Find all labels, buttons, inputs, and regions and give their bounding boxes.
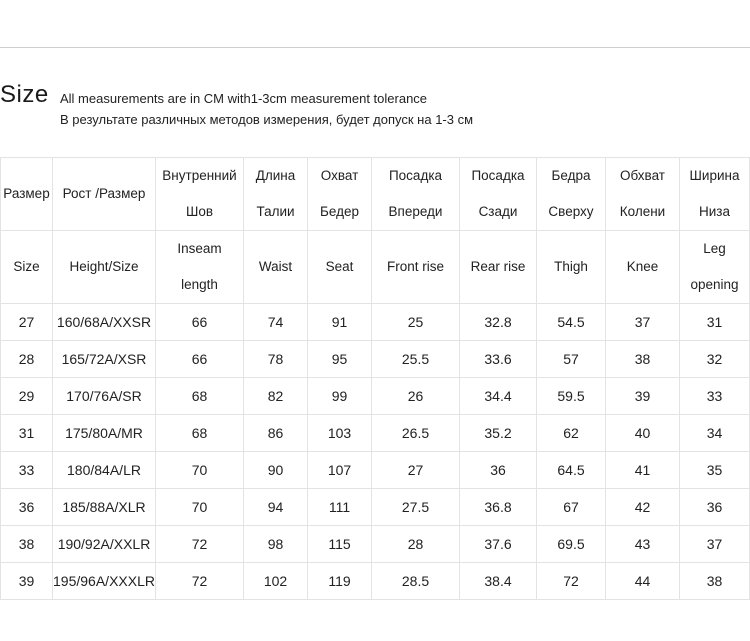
header-cell-text: Низа [699, 204, 730, 219]
tolerance-note-english: All measurements are in CM with1-3cm measurement tolerance [60, 91, 428, 106]
header-cell [537, 231, 606, 304]
header-cell [372, 158, 460, 231]
table-cell: 34.4 [460, 378, 537, 415]
header-cell-text: Height/Size [69, 259, 139, 274]
header-cell [460, 158, 537, 231]
header-cell [53, 231, 156, 304]
header-cell-text: Посадка [471, 168, 525, 183]
table-cell: 40 [606, 415, 680, 452]
table-cell: 99 [308, 378, 372, 415]
header-cell [680, 231, 750, 304]
table-cell: 78 [244, 341, 308, 378]
table-cell: 34 [680, 415, 750, 452]
header-cell [53, 158, 156, 231]
table-cell: 72 [156, 526, 244, 563]
table-cell: 74 [244, 304, 308, 341]
table-cell: 25.5 [372, 341, 460, 378]
table-cell: 35 [680, 452, 750, 489]
table-cell: 36.8 [460, 489, 537, 526]
table-row [1, 415, 750, 452]
table-cell: 28 [1, 341, 53, 378]
table-cell: 66 [156, 304, 244, 341]
table-cell: 68 [156, 415, 244, 452]
table-cell: 62 [537, 415, 606, 452]
header-cell-text: Inseam [177, 241, 222, 256]
tolerance-note-russian: В результате различных методов измерения, будет допуск на 1-3 см [60, 112, 474, 127]
header-cell [606, 158, 680, 231]
table-cell: 36 [680, 489, 750, 526]
header-cell-text: Ширина [689, 168, 740, 183]
table-cell: 86 [244, 415, 308, 452]
table-cell: 94 [244, 489, 308, 526]
table-cell: 70 [156, 452, 244, 489]
table-cell: 98 [244, 526, 308, 563]
header-cell-text: Сверху [548, 204, 594, 219]
table-cell: 33 [1, 452, 53, 489]
header-cell-text: Сзади [478, 204, 518, 219]
header-cell-text: Rear rise [470, 259, 526, 274]
header-cell [156, 158, 244, 231]
table-cell: 42 [606, 489, 680, 526]
table-cell: 103 [308, 415, 372, 452]
table-cell: 68 [156, 378, 244, 415]
header-cell-text: Посадка [388, 168, 443, 183]
table-cell: 25 [372, 304, 460, 341]
header-cell [606, 231, 680, 304]
table-cell: 31 [680, 304, 750, 341]
header-cell-text: Size [13, 259, 40, 274]
header-cell [244, 158, 308, 231]
table-cell: 64.5 [537, 452, 606, 489]
header-cell-text: Впереди [388, 204, 443, 219]
header-row-russian [1, 158, 750, 231]
header-cell-text: opening [690, 277, 739, 292]
header-cell-text: Внутренний [162, 168, 237, 183]
table-cell: 57 [537, 341, 606, 378]
header-row-english [1, 231, 750, 304]
table-row [1, 563, 750, 600]
header-cell-text: Seat [325, 259, 354, 274]
table-cell: 119 [308, 563, 372, 600]
table-cell: 90 [244, 452, 308, 489]
size-chart-table [0, 157, 750, 600]
table-cell: 95 [308, 341, 372, 378]
table-cell: 38 [606, 341, 680, 378]
table-cell: 180/84A/LR [53, 452, 156, 489]
header-cell [537, 158, 606, 231]
header-cell [156, 231, 244, 304]
header-cell [308, 158, 372, 231]
table-cell: 36 [460, 452, 537, 489]
top-divider [0, 47, 750, 48]
table-cell: 38.4 [460, 563, 537, 600]
header-cell-text: Бедер [320, 204, 359, 219]
table-cell: 190/92A/XXLR [53, 526, 156, 563]
table-cell: 195/96A/XXXLR [53, 563, 156, 600]
table-cell: 37.6 [460, 526, 537, 563]
table-cell: 107 [308, 452, 372, 489]
header-cell-text: Талии [256, 204, 295, 219]
table-cell: 29 [1, 378, 53, 415]
table-cell: 82 [244, 378, 308, 415]
table-cell: 69.5 [537, 526, 606, 563]
header-cell-text: Leg [703, 241, 726, 256]
table-row [1, 452, 750, 489]
table-cell: 38 [680, 563, 750, 600]
header-cell [1, 158, 53, 231]
table-cell: 170/76A/SR [53, 378, 156, 415]
header-cell-text: Размер [3, 186, 50, 201]
table-cell: 27.5 [372, 489, 460, 526]
table-cell: 26 [372, 378, 460, 415]
table-cell: 165/72A/XSR [53, 341, 156, 378]
table-cell: 37 [606, 304, 680, 341]
header-cell-text: Knee [626, 259, 659, 274]
header-cell [1, 231, 53, 304]
page-title: Size [0, 81, 49, 108]
header-cell-text: length [181, 277, 218, 292]
table-row [1, 526, 750, 563]
header-cell [680, 158, 750, 231]
table-cell: 66 [156, 341, 244, 378]
table-row [1, 341, 750, 378]
header-cell-text: Колени [619, 204, 666, 219]
table-cell: 44 [606, 563, 680, 600]
table-cell: 111 [308, 489, 372, 526]
header-cell-text: Рост /Размер [62, 186, 146, 201]
table-cell: 72 [156, 563, 244, 600]
table-row [1, 304, 750, 341]
header-cell-text: Thigh [554, 259, 588, 274]
header-cell-text: Обхват [620, 168, 665, 183]
table-cell: 32.8 [460, 304, 537, 341]
header-cell [308, 231, 372, 304]
header-cell-text: Front rise [386, 259, 444, 274]
header-cell [460, 231, 537, 304]
table-cell: 185/88A/XLR [53, 489, 156, 526]
table-cell: 31 [1, 415, 53, 452]
table-cell: 33.6 [460, 341, 537, 378]
table-row [1, 378, 750, 415]
table-cell: 115 [308, 526, 372, 563]
table-cell: 27 [1, 304, 53, 341]
header-cell-text: Шов [185, 204, 214, 219]
table-cell: 72 [537, 563, 606, 600]
table-cell: 102 [244, 563, 308, 600]
table-cell: 38 [1, 526, 53, 563]
table-cell: 33 [680, 378, 750, 415]
table-cell: 35.2 [460, 415, 537, 452]
header-cell [372, 231, 460, 304]
table-cell: 39 [1, 563, 53, 600]
table-cell: 28 [372, 526, 460, 563]
header-cell-text: Охват [320, 168, 359, 183]
table-cell: 36 [1, 489, 53, 526]
table-cell: 91 [308, 304, 372, 341]
table-cell: 67 [537, 489, 606, 526]
table-cell: 59.5 [537, 378, 606, 415]
table-cell: 37 [680, 526, 750, 563]
table-cell: 28.5 [372, 563, 460, 600]
table-cell: 43 [606, 526, 680, 563]
header-cell [244, 231, 308, 304]
table-cell: 54.5 [537, 304, 606, 341]
size-chart-body [1, 158, 750, 600]
header-cell-text: Бедра [551, 168, 591, 183]
table-row [1, 489, 750, 526]
table-cell: 32 [680, 341, 750, 378]
table-cell: 39 [606, 378, 680, 415]
table-cell: 41 [606, 452, 680, 489]
table-cell: 27 [372, 452, 460, 489]
table-cell: 70 [156, 489, 244, 526]
table-cell: 160/68A/XXSR [53, 304, 156, 341]
header-cell-text: Длина [255, 168, 296, 183]
header-cell-text: Waist [258, 259, 293, 274]
table-cell: 26.5 [372, 415, 460, 452]
table-cell: 175/80A/MR [53, 415, 156, 452]
